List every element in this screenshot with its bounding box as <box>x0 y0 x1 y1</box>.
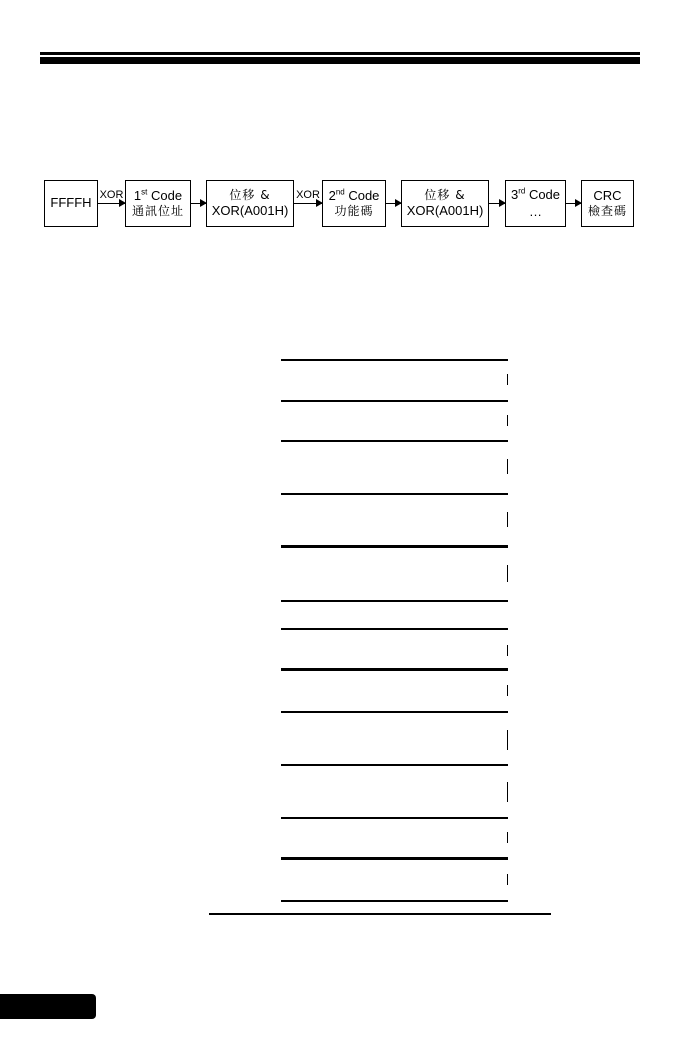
table-tick <box>507 459 508 474</box>
box-shift1-line2: XOR(A001H) <box>211 202 289 218</box>
arrow-1 <box>98 203 125 204</box>
xor-label-2: XOR <box>296 189 320 201</box>
table-tick <box>507 782 508 802</box>
table-rule <box>281 545 508 548</box>
box-shift2-line2: XOR(A001H) <box>406 202 484 218</box>
table-tick <box>507 730 508 750</box>
box-crc-title: CRC <box>593 187 622 203</box>
box-code1 <box>125 180 191 227</box>
table-tick <box>507 685 508 696</box>
box-code3-ellipsis: … <box>529 203 542 219</box>
table-tick <box>507 374 508 385</box>
table-tick <box>507 645 508 656</box>
table-rule <box>281 711 508 713</box>
box-code2 <box>322 180 386 227</box>
table-rule <box>281 817 508 819</box>
table-rule <box>281 400 508 402</box>
box-shift1 <box>206 180 294 227</box>
table-rule <box>281 628 508 630</box>
arrow-3 <box>294 203 322 204</box>
table-rule <box>281 857 508 860</box>
table-rule <box>281 668 508 671</box>
table-rule <box>281 900 508 902</box>
xor-label-1: XOR <box>99 189 124 201</box>
page-footer-tab <box>0 994 96 1019</box>
table-rule <box>281 764 508 766</box>
arrow-2 <box>191 203 206 204</box>
box-shift2 <box>401 180 489 227</box>
box-crc <box>581 180 634 227</box>
box-code3 <box>505 180 566 227</box>
table-tick <box>507 512 508 527</box>
table-rule <box>281 359 508 361</box>
table-tick <box>507 565 508 582</box>
arrow-6 <box>566 203 581 204</box>
header-rule-thin <box>40 52 640 55</box>
arrow-5 <box>489 203 505 204</box>
box-crc-subtitle: 檢查碼 <box>587 204 627 219</box>
table-rule <box>281 600 508 602</box>
table-rule <box>281 440 508 442</box>
arrow-4 <box>386 203 401 204</box>
table-tick <box>507 874 508 885</box>
box-code1-title: 1st Code <box>133 187 183 203</box>
box-code2-title: 2nd Code <box>328 187 380 203</box>
box-code3-title: 3rd Code <box>510 186 561 203</box>
box-ffffh <box>44 180 98 227</box>
table-rule <box>281 493 508 495</box>
header-rule-thick <box>40 57 640 64</box>
box-shift1-line1: 位移 & <box>229 187 271 202</box>
box-ffffh-label: FFFFH <box>50 195 92 211</box>
box-code2-subtitle: 功能碼 <box>334 204 374 219</box>
table-tick <box>507 832 508 843</box>
table-tick <box>507 415 508 426</box>
box-code1-subtitle: 通訊位址 <box>131 204 184 219</box>
box-shift2-line1: 位移 & <box>424 187 466 202</box>
table-bottom-rule <box>209 913 551 915</box>
